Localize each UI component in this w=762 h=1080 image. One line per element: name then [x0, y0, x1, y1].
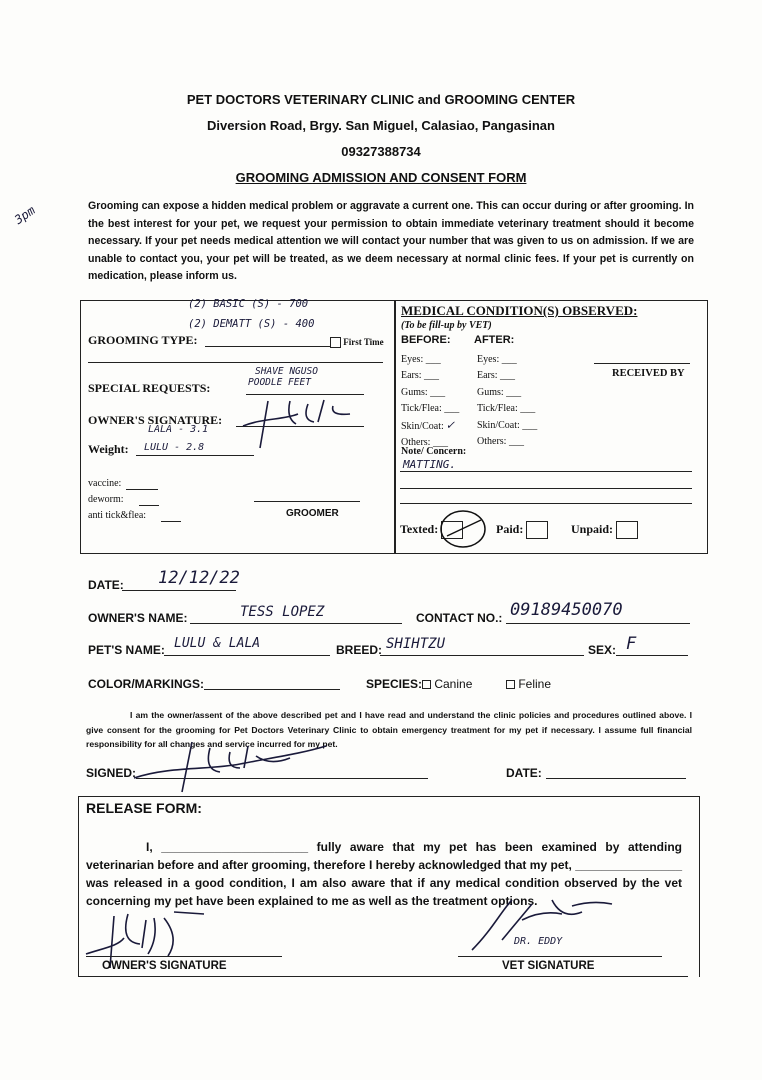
breed-label: BREED: — [336, 643, 383, 657]
after-items: Eyes: ___ Ears: ___ Gums: ___ Tick/Flea: ___ Skin/Coat: ___ Others: ___ — [477, 354, 538, 448]
contact-value: 09189450070 — [510, 600, 623, 620]
vet-name: DR. EDDY — [514, 936, 563, 947]
date-label: DATE: — [88, 578, 124, 592]
contact-label: CONTACT NO.: — [416, 611, 503, 625]
species-feline-option[interactable]: Feline — [506, 677, 551, 691]
received-by-label: RECEIVED BY — [612, 368, 685, 379]
medical-title: MEDICAL CONDITION(S) OBSERVED: — [401, 303, 638, 318]
first-time-checkbox[interactable] — [330, 337, 384, 348]
weight-value-2: LULU - 2.8 — [144, 442, 205, 453]
owner-name-label: OWNER'S NAME: — [88, 611, 188, 625]
anti-tick-label: anti tick&flea: — [88, 510, 147, 521]
before-items: Eyes: ___ Ears: ___ Gums: ___ Tick/Flea: ___ Skin/Coat: ✓ Others: ___ — [401, 354, 460, 449]
note-value: MATTING. — [403, 458, 456, 471]
weight-value-1: LALA - 3.1 — [148, 424, 209, 435]
skin-coat-checkmark: ✓ — [446, 417, 455, 433]
canine-checkbox[interactable] — [422, 680, 431, 689]
owner-signature-mark — [238, 396, 358, 452]
unpaid-box[interactable] — [616, 521, 638, 539]
vet-signature-mark — [462, 890, 632, 962]
species-label: SPECIES: — [366, 677, 423, 691]
intro-paragraph: Grooming can expose a hidden medical problem or aggravate a current one. This can occur during or after grooming. In the best interest for your pet, we request your permission to obtain immediate veterinary treatment should it become necessary. If your pet needs medical attention we will contact your number that was given to us on admission. If we are unable to contact you, your pet will be treated, as we deem necessary at normal clinic fees. If your pet is currently on medication, please inform us. — [88, 200, 694, 283]
medical-subtitle: (To be fill-up by VET) — [401, 320, 492, 331]
special-requests-label: SPECIAL REQUESTS: — [88, 381, 211, 395]
release-form-title: RELEASE FORM: — [86, 800, 202, 816]
paid-field[interactable]: Paid: — [496, 521, 548, 539]
note-label: Note/ Concern: — [401, 446, 467, 457]
paid-box[interactable] — [526, 521, 548, 539]
texted-field[interactable]: Texted: — [400, 521, 463, 539]
groomer-label: GROOMER — [286, 508, 339, 519]
feline-checkbox[interactable] — [506, 680, 515, 689]
signed-label: SIGNED: — [86, 766, 137, 780]
breed-value: SHIHTZU — [386, 636, 446, 652]
texted-circle-mark — [439, 508, 489, 550]
before-label: BEFORE: — [401, 334, 451, 346]
after-label: AFTER: — [474, 334, 515, 346]
clinic-name: PET DOCTORS VETERINARY CLINIC and GROOMING CENTER — [186, 92, 576, 107]
margin-note: 3pm — [11, 203, 38, 227]
owner-signature-label: OWNER'S SIGNATURE: — [88, 413, 223, 427]
clinic-address: Diversion Road, Brgy. San Miguel, Calasiao, Pangasinan — [207, 118, 555, 133]
grooming-type-value-1: (2) BASIC (S) - 700 — [188, 298, 309, 310]
first-time-label: First Time — [343, 337, 384, 347]
signed-signature-mark — [130, 736, 330, 794]
grooming-type-label: GROOMING TYPE: — [88, 333, 198, 347]
signed-date-label: DATE: — [506, 766, 542, 780]
first-time-box[interactable] — [330, 337, 341, 348]
grooming-type-value-2: (2) DEMATT (S) - 400 — [188, 318, 315, 330]
deworm-label: deworm: — [88, 494, 124, 505]
species-canine-option[interactable]: Canine — [422, 677, 472, 691]
consent-paragraph: I am the owner/assent of the above described pet and I have read and understand the clinic policies and procedures outlined above. I give consent for the grooming for Pet Doctors Veterinary Clinic to obtain emergency treatment for my pet if necessary. I assume full financial responsibility for all changes and service incurred for my pet. — [86, 710, 692, 749]
sex-label: SEX: — [588, 643, 617, 657]
date-value: 12/12/22 — [158, 568, 240, 588]
owner-signature-release-label: OWNER'S SIGNATURE — [102, 960, 227, 972]
color-markings-label: COLOR/MARKINGS: — [88, 677, 204, 691]
form-title: GROOMING ADMISSION AND CONSENT FORM — [235, 170, 527, 185]
vet-signature-label: VET SIGNATURE — [502, 960, 595, 972]
owner-name-value: TESS LOPEZ — [240, 604, 325, 620]
unpaid-field[interactable]: Unpaid: — [571, 521, 638, 539]
pet-name-label: PET'S NAME: — [88, 643, 165, 657]
release-paragraph: I, ______________________ fully aware that my pet has been examined by attending veterinarian before and after grooming, therefore I hereby acknowledged that my pet, ________________ was released in a good condition, I am also aware that if any medical condition observed by the vet concerning my pet have been explained to me as well as the treatment options. — [86, 840, 682, 908]
clinic-phone: 09327388734 — [341, 144, 421, 159]
vaccine-label: vaccine: — [88, 478, 122, 489]
special-request-value-1: SHAVE NGUSO — [255, 366, 318, 377]
weight-label: Weight: — [88, 442, 129, 456]
special-request-value-2: POODLE FEET — [248, 377, 311, 388]
pet-name-value: LULU & LALA — [174, 636, 261, 651]
sex-value: F — [626, 634, 637, 654]
